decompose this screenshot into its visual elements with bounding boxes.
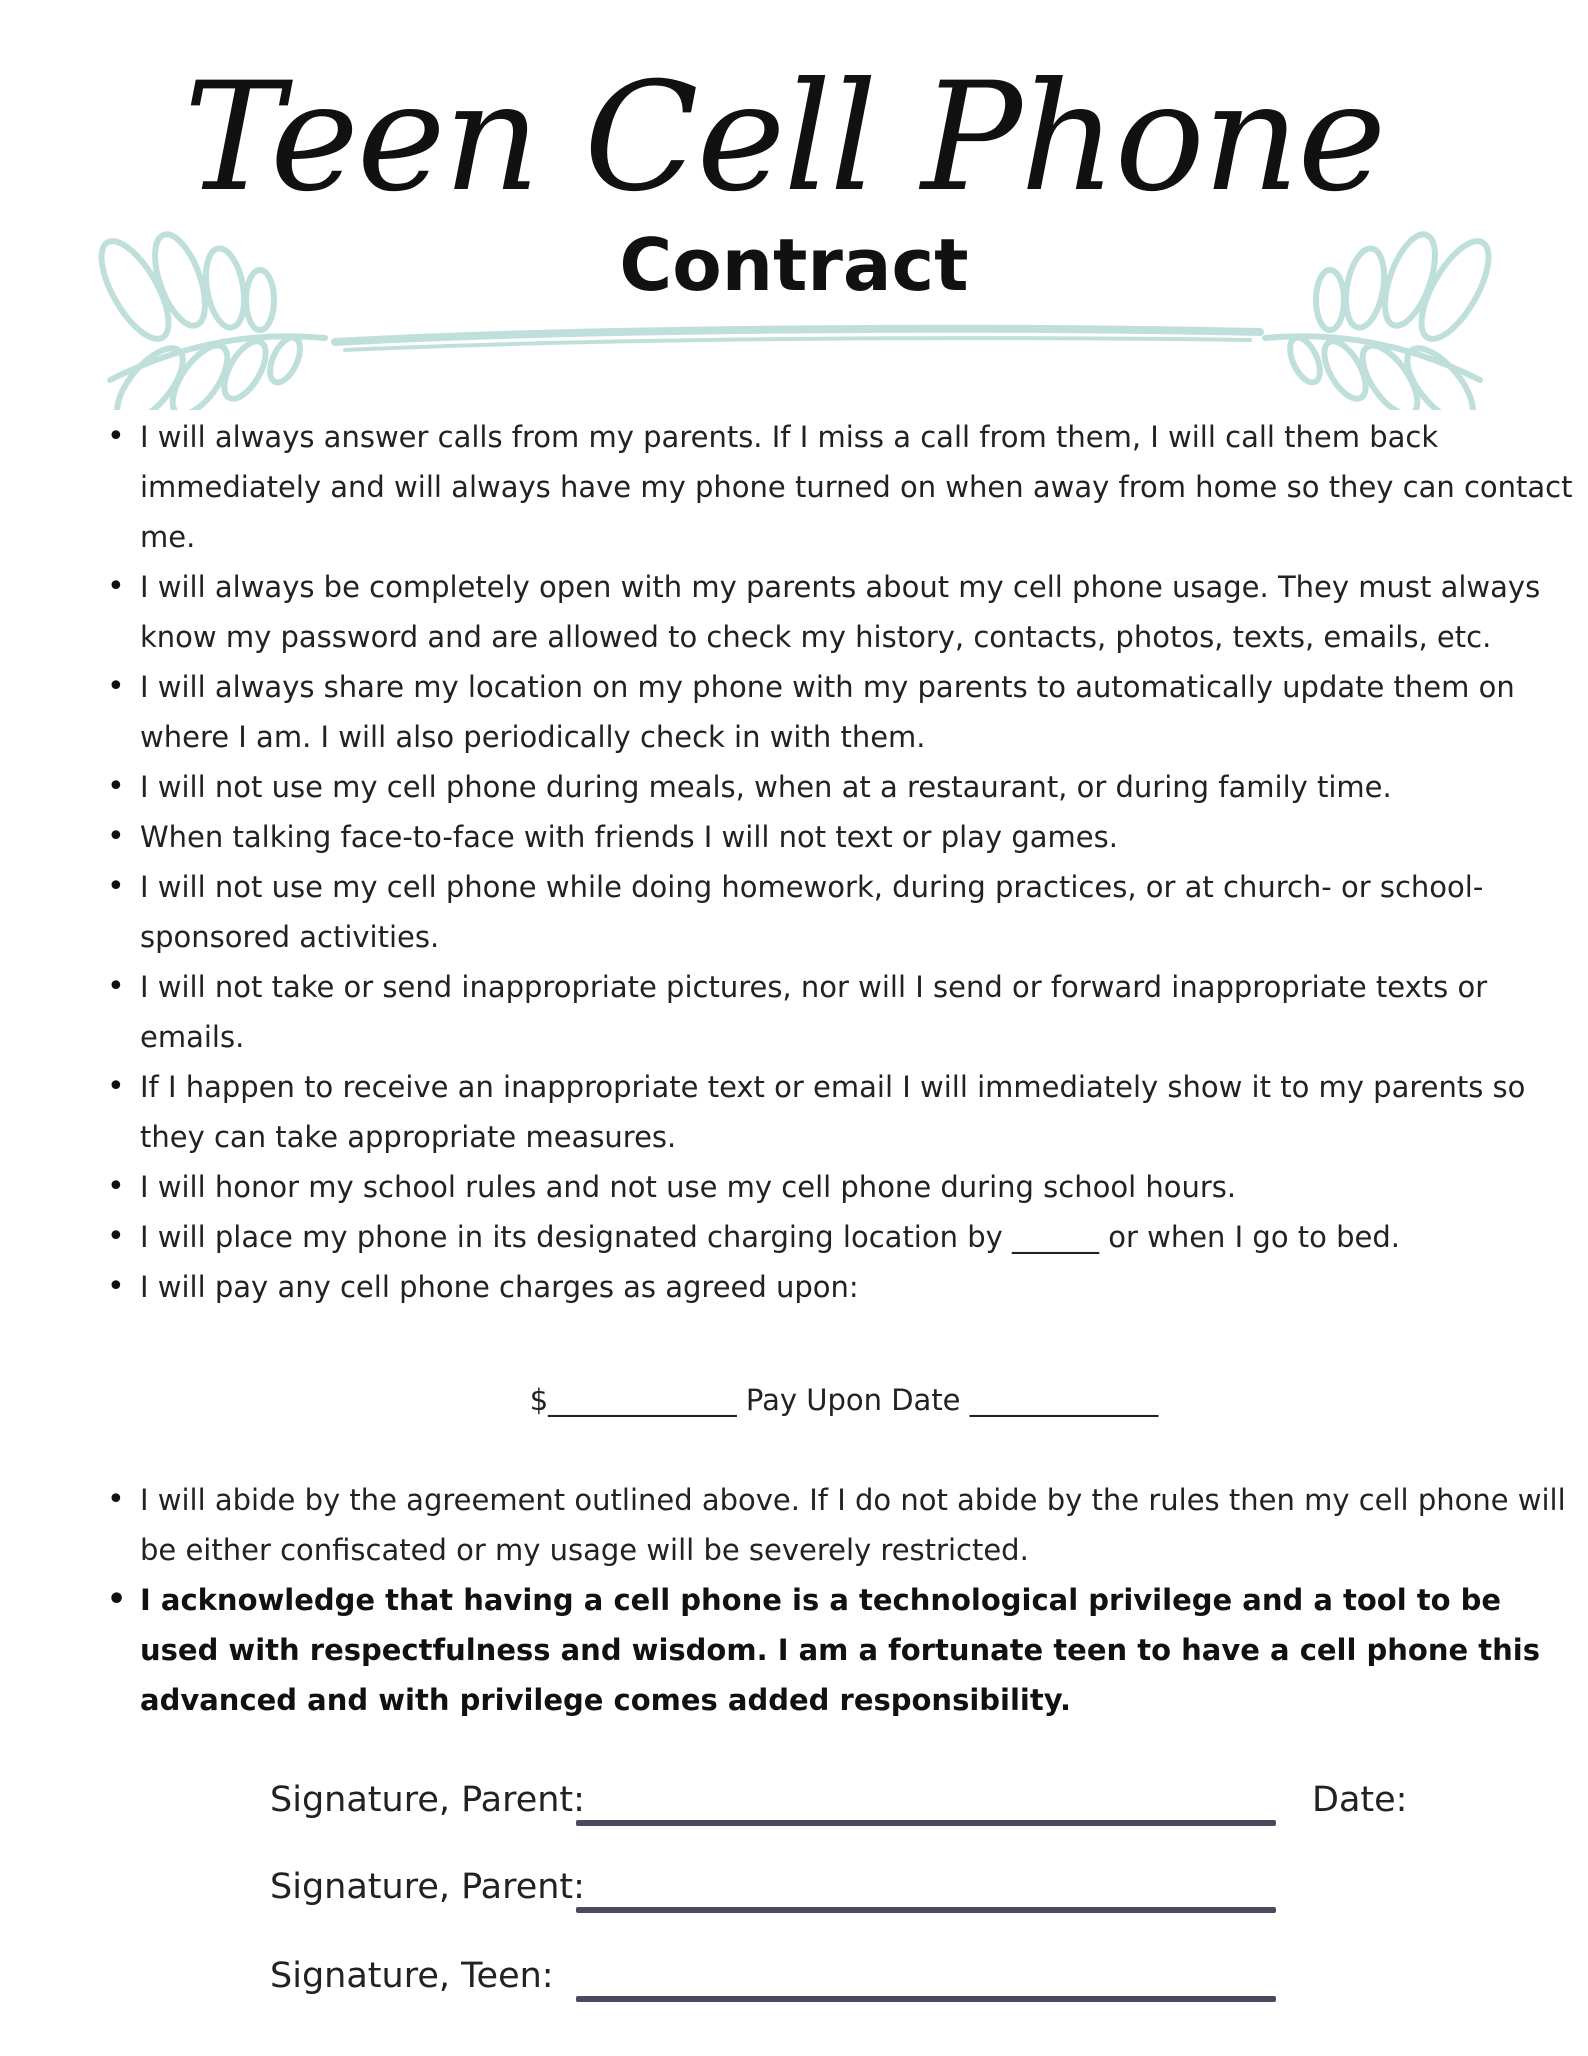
rules-list-final (100, 1475, 1580, 1725)
signature-row-parent-2 (270, 1857, 1470, 1917)
bullet-icon: • (107, 1069, 125, 1104)
list-item (107, 1062, 1580, 1162)
bullet-icon: • (107, 1582, 127, 1617)
list-item (107, 1262, 1580, 1312)
rule-text: I will honor my school rules and not use my cell phone during school hours. (140, 1170, 1237, 1204)
signature-row-teen (270, 1946, 1470, 2006)
bullet-icon: • (107, 819, 125, 854)
rule-text: I will always be completely open with my parents about my cell phone usage. They must always know my password and are allowed to check my history, contacts, photos, texts, emails, etc. (140, 570, 1541, 654)
signature-label: Signature, Teen: (270, 1956, 554, 1996)
rule-text: I will not take or send inappropriate pictures, nor will I send or forward inappropriate texts or emails. (140, 970, 1488, 1054)
signature-label: Signature, Parent: (270, 1867, 585, 1907)
signature-line[interactable] (576, 1820, 1276, 1826)
rule-text: When talking face-to-face with friends I will not text or play games. (140, 820, 1118, 854)
bullet-icon: • (107, 1219, 125, 1254)
payment-line: $_____________ Pay Upon Date _____________ (529, 1383, 1159, 1417)
bullet-icon: • (107, 969, 125, 1004)
rule-text: I will place my phone in its designated charging location by ______ or when I go to bed. (140, 1220, 1400, 1254)
list-item (107, 762, 1580, 812)
rule-text: I will not use my cell phone during meals, when at a restaurant, or during family time. (140, 770, 1392, 804)
signature-label: Signature, Parent: (270, 1780, 585, 1820)
rule-text: I will always share my location on my phone with my parents to automatically update them on where I am. I will also periodically check in with them. (140, 670, 1515, 754)
page-subtitle: Contract (619, 223, 969, 307)
rule-text: If I happen to receive an inappropriate text or email I will immediately show it to my parents so they can take appropriate measures. (140, 1070, 1526, 1154)
rule-text: I acknowledge that having a cell phone is a technological privilege and a tool to be used with respectfulness and wisdom. I am a fortunate teen to have a cell phone this advanced and with privilege comes added responsibility. (140, 1583, 1540, 1717)
bullet-icon: • (107, 569, 125, 604)
bullet-icon: • (107, 1482, 125, 1517)
list-item (107, 812, 1580, 862)
list-item-acknowledgement (107, 1575, 1580, 1725)
rule-text: I will not use my cell phone while doing homework, during practices, or at church- or school-sponsored activities. (140, 870, 1484, 954)
bullet-icon: • (107, 419, 125, 454)
bullet-icon: • (107, 769, 125, 804)
list-item (107, 662, 1580, 762)
list-item (107, 1475, 1580, 1575)
rules-list (100, 412, 1580, 1312)
bullet-icon: • (107, 669, 125, 704)
page-title-script: Teen Cell Phone (183, 51, 1385, 225)
bullet-icon: • (107, 869, 125, 904)
signature-row-parent-1 (270, 1770, 1470, 1830)
bullet-icon: • (107, 1169, 125, 1204)
date-label: Date: (1312, 1780, 1408, 1820)
signature-line[interactable] (576, 1996, 1276, 2002)
list-item (107, 562, 1580, 662)
bullet-icon: • (107, 1269, 125, 1304)
list-item (107, 1212, 1580, 1262)
list-item (107, 1162, 1580, 1212)
list-item (107, 862, 1580, 962)
list-item (107, 962, 1580, 1062)
signature-line[interactable] (576, 1907, 1276, 1913)
rule-text: I will pay any cell phone charges as agreed upon: (140, 1270, 859, 1304)
rule-text: I will abide by the agreement outlined above. If I do not abide by the rules then my cell phone will be either confiscated or my usage will be severely restricted. (140, 1483, 1566, 1567)
list-item (107, 412, 1580, 562)
rule-text: I will always answer calls from my parents. If I miss a call from them, I will call them back immediately and will always have my phone turned on when away from home so they can contact me. (140, 420, 1573, 554)
